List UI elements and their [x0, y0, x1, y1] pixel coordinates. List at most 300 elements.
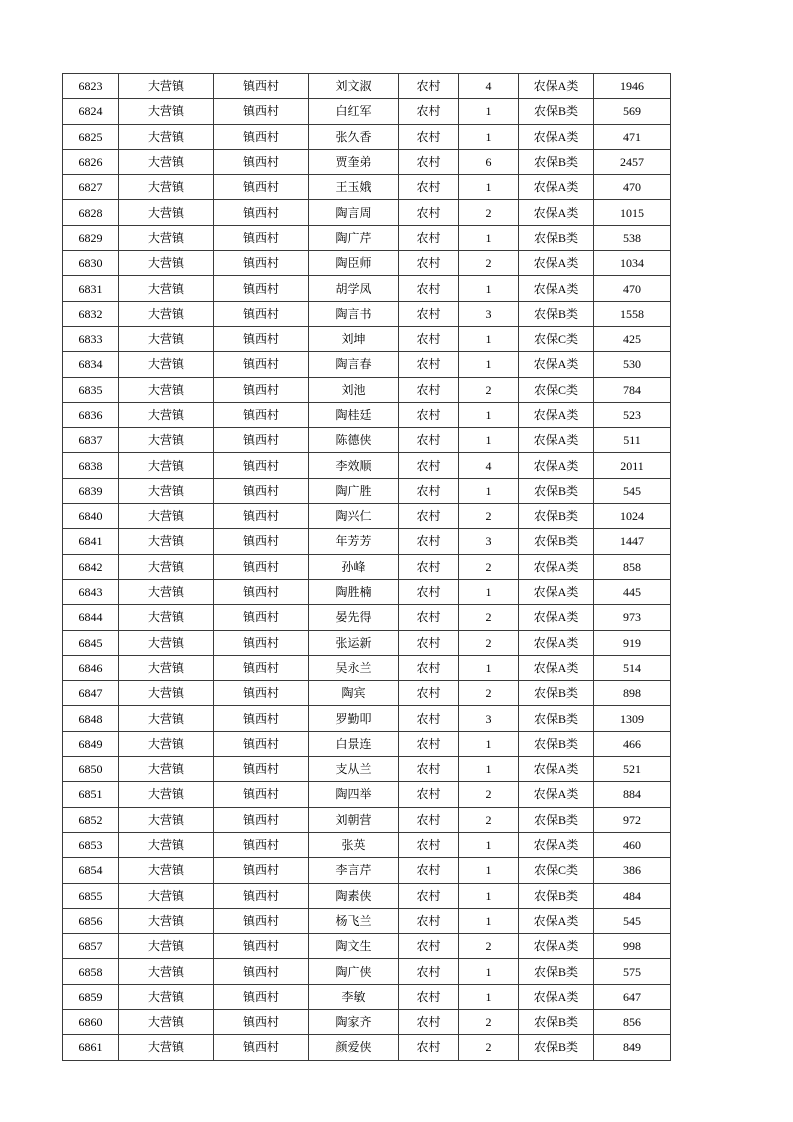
table-cell-town: 大营镇 [119, 1009, 214, 1034]
table-cell-name: 陶言周 [309, 200, 399, 225]
table-row [63, 326, 671, 351]
table-cell-id: 6855 [63, 883, 119, 908]
table-cell-town: 大营镇 [119, 402, 214, 427]
table-cell-category: 农保B类 [519, 807, 594, 832]
table-row [63, 959, 671, 984]
table-cell-name: 刘文淑 [309, 74, 399, 99]
table-cell-id: 6832 [63, 301, 119, 326]
table-cell-category: 农保B类 [519, 301, 594, 326]
table-cell-category: 农保B类 [519, 731, 594, 756]
table-cell-residence: 农村 [399, 529, 459, 554]
table-cell-amount: 511 [594, 428, 671, 453]
table-cell-residence: 农村 [399, 908, 459, 933]
table-cell-village: 镇西村 [214, 74, 309, 99]
table-cell-category: 农保A类 [519, 934, 594, 959]
table-cell-name: 胡学凤 [309, 276, 399, 301]
table-cell-category: 农保B类 [519, 706, 594, 731]
table-cell-town: 大营镇 [119, 579, 214, 604]
table-cell-category: 农保A类 [519, 200, 594, 225]
table-cell-residence: 农村 [399, 1035, 459, 1060]
table-row [63, 428, 671, 453]
table-cell-village: 镇西村 [214, 301, 309, 326]
table-cell-town: 大营镇 [119, 377, 214, 402]
table-cell-residence: 农村 [399, 883, 459, 908]
table-cell-category: 农保A类 [519, 579, 594, 604]
table-cell-category: 农保B类 [519, 959, 594, 984]
table-cell-id: 6828 [63, 200, 119, 225]
table-cell-count: 1 [459, 579, 519, 604]
table-cell-village: 镇西村 [214, 959, 309, 984]
table-cell-amount: 647 [594, 984, 671, 1009]
table-cell-count: 4 [459, 453, 519, 478]
table-cell-village: 镇西村 [214, 706, 309, 731]
table-cell-id: 6831 [63, 276, 119, 301]
table-cell-count: 2 [459, 504, 519, 529]
table-cell-id: 6852 [63, 807, 119, 832]
table-cell-town: 大营镇 [119, 883, 214, 908]
table-cell-id: 6830 [63, 251, 119, 276]
table-cell-count: 1 [459, 655, 519, 680]
table-cell-amount: 386 [594, 858, 671, 883]
table-cell-amount: 1447 [594, 529, 671, 554]
table-cell-village: 镇西村 [214, 832, 309, 857]
table-cell-name: 王玉娥 [309, 175, 399, 200]
table-cell-id: 6838 [63, 453, 119, 478]
table-cell-amount: 898 [594, 681, 671, 706]
table-cell-amount: 2011 [594, 453, 671, 478]
table-cell-residence: 农村 [399, 706, 459, 731]
table-cell-residence: 农村 [399, 832, 459, 857]
table-cell-category: 农保B类 [519, 225, 594, 250]
table-cell-category: 农保A类 [519, 402, 594, 427]
table-row [63, 352, 671, 377]
table-cell-residence: 农村 [399, 1009, 459, 1034]
table-cell-residence: 农村 [399, 453, 459, 478]
table-cell-category: 农保A类 [519, 984, 594, 1009]
table-cell-id: 6848 [63, 706, 119, 731]
table-cell-count: 1 [459, 984, 519, 1009]
table-cell-residence: 农村 [399, 352, 459, 377]
table-cell-category: 农保A类 [519, 175, 594, 200]
table-cell-name: 李敏 [309, 984, 399, 1009]
table-row [63, 504, 671, 529]
table-cell-residence: 农村 [399, 175, 459, 200]
table-cell-amount: 884 [594, 782, 671, 807]
table-cell-name: 张久香 [309, 124, 399, 149]
table-cell-village: 镇西村 [214, 1009, 309, 1034]
table-cell-name: 陶言书 [309, 301, 399, 326]
table-cell-count: 1 [459, 352, 519, 377]
table-cell-residence: 农村 [399, 149, 459, 174]
table-cell-town: 大营镇 [119, 934, 214, 959]
table-cell-id: 6849 [63, 731, 119, 756]
table-cell-id: 6836 [63, 402, 119, 427]
table-row [63, 807, 671, 832]
table-cell-name: 白景连 [309, 731, 399, 756]
table-cell-name: 罗勤叩 [309, 706, 399, 731]
table-cell-amount: 470 [594, 276, 671, 301]
table-cell-category: 农保C类 [519, 858, 594, 883]
table-cell-count: 1 [459, 225, 519, 250]
table-cell-name: 白红军 [309, 99, 399, 124]
table-cell-category: 农保A类 [519, 655, 594, 680]
table-row [63, 858, 671, 883]
table-cell-count: 1 [459, 276, 519, 301]
table-cell-residence: 农村 [399, 757, 459, 782]
table-cell-village: 镇西村 [214, 504, 309, 529]
table-cell-id: 6846 [63, 655, 119, 680]
table-cell-name: 刘坤 [309, 326, 399, 351]
table-cell-name: 陶臣师 [309, 251, 399, 276]
table-cell-village: 镇西村 [214, 605, 309, 630]
table-row [63, 149, 671, 174]
table-cell-town: 大营镇 [119, 149, 214, 174]
table-cell-name: 张运新 [309, 630, 399, 655]
table-cell-id: 6857 [63, 934, 119, 959]
table-cell-category: 农保B类 [519, 1035, 594, 1060]
table-cell-category: 农保B类 [519, 149, 594, 174]
table-cell-amount: 973 [594, 605, 671, 630]
table-cell-name: 杨飞兰 [309, 908, 399, 933]
table-cell-village: 镇西村 [214, 807, 309, 832]
table-cell-name: 陶家齐 [309, 1009, 399, 1034]
table-cell-town: 大营镇 [119, 1035, 214, 1060]
table-row [63, 200, 671, 225]
table-cell-amount: 445 [594, 579, 671, 604]
table-cell-town: 大营镇 [119, 175, 214, 200]
table-cell-category: 农保B类 [519, 1009, 594, 1034]
table-cell-village: 镇西村 [214, 478, 309, 503]
table-cell-amount: 530 [594, 352, 671, 377]
table-cell-count: 2 [459, 554, 519, 579]
table-cell-residence: 农村 [399, 428, 459, 453]
table-cell-town: 大营镇 [119, 251, 214, 276]
table-cell-town: 大营镇 [119, 605, 214, 630]
table-cell-id: 6823 [63, 74, 119, 99]
table-cell-id: 6861 [63, 1035, 119, 1060]
table-row [63, 276, 671, 301]
table-cell-category: 农保A类 [519, 605, 594, 630]
table-row [63, 655, 671, 680]
table-row [63, 934, 671, 959]
table-cell-count: 1 [459, 99, 519, 124]
table-cell-village: 镇西村 [214, 883, 309, 908]
table-cell-count: 1 [459, 832, 519, 857]
table-cell-name: 刘池 [309, 377, 399, 402]
table-cell-name: 陶文生 [309, 934, 399, 959]
table-cell-residence: 农村 [399, 655, 459, 680]
table-cell-id: 6842 [63, 554, 119, 579]
table-cell-residence: 农村 [399, 99, 459, 124]
table-row [63, 554, 671, 579]
table-cell-count: 1 [459, 428, 519, 453]
table-cell-village: 镇西村 [214, 428, 309, 453]
table-cell-id: 6833 [63, 326, 119, 351]
table-cell-residence: 农村 [399, 200, 459, 225]
table-cell-name: 年芳芳 [309, 529, 399, 554]
table-cell-name: 陶素侠 [309, 883, 399, 908]
table-cell-amount: 545 [594, 478, 671, 503]
table-cell-village: 镇西村 [214, 1035, 309, 1060]
table-cell-residence: 农村 [399, 605, 459, 630]
table-row [63, 706, 671, 731]
table-cell-id: 6845 [63, 630, 119, 655]
table-cell-category: 农保C类 [519, 377, 594, 402]
table-cell-town: 大营镇 [119, 706, 214, 731]
table-cell-count: 3 [459, 301, 519, 326]
table-cell-village: 镇西村 [214, 529, 309, 554]
table-cell-town: 大营镇 [119, 630, 214, 655]
table-cell-village: 镇西村 [214, 731, 309, 756]
table-cell-amount: 514 [594, 655, 671, 680]
table-cell-town: 大营镇 [119, 326, 214, 351]
table-cell-amount: 849 [594, 1035, 671, 1060]
table-cell-category: 农保B类 [519, 478, 594, 503]
table-cell-category: 农保A类 [519, 453, 594, 478]
table-cell-amount: 1034 [594, 251, 671, 276]
table-cell-category: 农保A类 [519, 74, 594, 99]
table-cell-amount: 856 [594, 1009, 671, 1034]
table-row [63, 782, 671, 807]
table-cell-count: 6 [459, 149, 519, 174]
table-cell-village: 镇西村 [214, 681, 309, 706]
table-cell-village: 镇西村 [214, 579, 309, 604]
records-table [62, 73, 671, 1061]
table-cell-town: 大营镇 [119, 782, 214, 807]
table-cell-id: 6839 [63, 478, 119, 503]
table-cell-town: 大营镇 [119, 757, 214, 782]
table-cell-residence: 农村 [399, 478, 459, 503]
table-cell-category: 农保B类 [519, 504, 594, 529]
table-cell-town: 大营镇 [119, 504, 214, 529]
table-cell-residence: 农村 [399, 225, 459, 250]
table-cell-category: 农保A类 [519, 757, 594, 782]
table-cell-count: 2 [459, 1035, 519, 1060]
table-cell-village: 镇西村 [214, 175, 309, 200]
table-row [63, 175, 671, 200]
table-row [63, 883, 671, 908]
table-cell-name: 贾奎弟 [309, 149, 399, 174]
table-cell-village: 镇西村 [214, 757, 309, 782]
table-cell-name: 陶兴仁 [309, 504, 399, 529]
table-cell-residence: 农村 [399, 858, 459, 883]
table-cell-id: 6854 [63, 858, 119, 883]
table-cell-town: 大营镇 [119, 655, 214, 680]
table-row [63, 402, 671, 427]
table-cell-category: 农保A类 [519, 630, 594, 655]
table-cell-town: 大营镇 [119, 908, 214, 933]
table-cell-count: 1 [459, 858, 519, 883]
table-cell-count: 3 [459, 706, 519, 731]
table-cell-id: 6827 [63, 175, 119, 200]
table-cell-amount: 425 [594, 326, 671, 351]
table-row [63, 453, 671, 478]
table-cell-town: 大营镇 [119, 200, 214, 225]
table-cell-id: 6851 [63, 782, 119, 807]
table-cell-residence: 农村 [399, 984, 459, 1009]
table-cell-village: 镇西村 [214, 858, 309, 883]
table-cell-category: 农保C类 [519, 326, 594, 351]
table-cell-village: 镇西村 [214, 149, 309, 174]
table-cell-id: 6825 [63, 124, 119, 149]
table-cell-count: 1 [459, 731, 519, 756]
table-cell-town: 大营镇 [119, 529, 214, 554]
table-cell-id: 6850 [63, 757, 119, 782]
table-cell-residence: 农村 [399, 504, 459, 529]
table-cell-count: 2 [459, 807, 519, 832]
table-cell-town: 大营镇 [119, 352, 214, 377]
table-cell-count: 2 [459, 782, 519, 807]
table-cell-town: 大营镇 [119, 858, 214, 883]
table-cell-village: 镇西村 [214, 99, 309, 124]
table-cell-count: 1 [459, 959, 519, 984]
table-cell-village: 镇西村 [214, 934, 309, 959]
table-cell-amount: 784 [594, 377, 671, 402]
table-cell-town: 大营镇 [119, 99, 214, 124]
table-cell-town: 大营镇 [119, 225, 214, 250]
table-cell-name: 陈德侠 [309, 428, 399, 453]
table-row [63, 377, 671, 402]
table-cell-village: 镇西村 [214, 200, 309, 225]
table-cell-residence: 农村 [399, 377, 459, 402]
table-row [63, 630, 671, 655]
table-cell-id: 6835 [63, 377, 119, 402]
table-cell-count: 3 [459, 529, 519, 554]
table-cell-town: 大营镇 [119, 478, 214, 503]
table-cell-amount: 1309 [594, 706, 671, 731]
table-cell-amount: 484 [594, 883, 671, 908]
table-cell-id: 6859 [63, 984, 119, 1009]
table-row [63, 99, 671, 124]
table-cell-town: 大营镇 [119, 959, 214, 984]
table-cell-village: 镇西村 [214, 908, 309, 933]
table-row [63, 225, 671, 250]
table-cell-name: 陶广芹 [309, 225, 399, 250]
table-cell-name: 陶胜楠 [309, 579, 399, 604]
table-cell-village: 镇西村 [214, 124, 309, 149]
table-cell-category: 农保A类 [519, 251, 594, 276]
table-cell-village: 镇西村 [214, 984, 309, 1009]
table-row [63, 731, 671, 756]
table-row [63, 124, 671, 149]
table-cell-village: 镇西村 [214, 352, 309, 377]
table-row [63, 251, 671, 276]
table-cell-id: 6844 [63, 605, 119, 630]
table-cell-town: 大营镇 [119, 428, 214, 453]
table-cell-category: 农保A类 [519, 554, 594, 579]
table-cell-amount: 466 [594, 731, 671, 756]
table-row [63, 579, 671, 604]
table-row [63, 908, 671, 933]
table-cell-id: 6853 [63, 832, 119, 857]
table-cell-amount: 470 [594, 175, 671, 200]
table-cell-count: 1 [459, 883, 519, 908]
table-cell-residence: 农村 [399, 807, 459, 832]
table-cell-residence: 农村 [399, 74, 459, 99]
table-cell-count: 1 [459, 326, 519, 351]
table-cell-category: 农保A类 [519, 352, 594, 377]
table-cell-name: 孙峰 [309, 554, 399, 579]
table-cell-residence: 农村 [399, 782, 459, 807]
table-cell-town: 大营镇 [119, 681, 214, 706]
table-cell-amount: 1558 [594, 301, 671, 326]
table-cell-amount: 858 [594, 554, 671, 579]
table-cell-village: 镇西村 [214, 251, 309, 276]
table-cell-amount: 471 [594, 124, 671, 149]
table-cell-village: 镇西村 [214, 453, 309, 478]
table-cell-residence: 农村 [399, 934, 459, 959]
table-cell-category: 农保B类 [519, 99, 594, 124]
table-cell-name: 颜爱侠 [309, 1035, 399, 1060]
table-cell-town: 大营镇 [119, 276, 214, 301]
table-cell-town: 大营镇 [119, 124, 214, 149]
table-row [63, 529, 671, 554]
table-cell-residence: 农村 [399, 630, 459, 655]
table-cell-town: 大营镇 [119, 731, 214, 756]
table-row [63, 681, 671, 706]
table-row [63, 478, 671, 503]
table-cell-name: 李效顺 [309, 453, 399, 478]
table-cell-count: 2 [459, 681, 519, 706]
table-cell-amount: 460 [594, 832, 671, 857]
table-cell-id: 6841 [63, 529, 119, 554]
table-cell-amount: 575 [594, 959, 671, 984]
table-cell-name: 张英 [309, 832, 399, 857]
table-cell-residence: 农村 [399, 959, 459, 984]
table-cell-count: 4 [459, 74, 519, 99]
table-row [63, 757, 671, 782]
table-cell-name: 陶言春 [309, 352, 399, 377]
table-cell-count: 2 [459, 630, 519, 655]
table-cell-id: 6840 [63, 504, 119, 529]
table-cell-count: 2 [459, 934, 519, 959]
table-cell-amount: 972 [594, 807, 671, 832]
table-cell-residence: 农村 [399, 124, 459, 149]
table-row [63, 605, 671, 630]
table-cell-village: 镇西村 [214, 402, 309, 427]
table-cell-amount: 521 [594, 757, 671, 782]
table-cell-category: 农保A类 [519, 124, 594, 149]
table-cell-residence: 农村 [399, 251, 459, 276]
table-row [63, 301, 671, 326]
table-cell-amount: 1015 [594, 200, 671, 225]
table-cell-village: 镇西村 [214, 782, 309, 807]
table-cell-town: 大营镇 [119, 554, 214, 579]
table-cell-name: 陶广侠 [309, 959, 399, 984]
table-cell-town: 大营镇 [119, 74, 214, 99]
table-cell-residence: 农村 [399, 301, 459, 326]
table-cell-amount: 998 [594, 934, 671, 959]
table-cell-name: 支从兰 [309, 757, 399, 782]
table-cell-town: 大营镇 [119, 807, 214, 832]
table-cell-residence: 农村 [399, 554, 459, 579]
table-cell-village: 镇西村 [214, 326, 309, 351]
table-row [63, 1009, 671, 1034]
table-cell-amount: 523 [594, 402, 671, 427]
table-cell-name: 陶宾 [309, 681, 399, 706]
table-cell-category: 农保A类 [519, 908, 594, 933]
table-cell-category: 农保B类 [519, 681, 594, 706]
table-cell-category: 农保A类 [519, 276, 594, 301]
table-cell-amount: 538 [594, 225, 671, 250]
table-row [63, 832, 671, 857]
table-cell-count: 1 [459, 908, 519, 933]
table-cell-count: 2 [459, 377, 519, 402]
table-cell-residence: 农村 [399, 731, 459, 756]
table-cell-count: 2 [459, 1009, 519, 1034]
table-cell-id: 6847 [63, 681, 119, 706]
table-cell-town: 大营镇 [119, 984, 214, 1009]
